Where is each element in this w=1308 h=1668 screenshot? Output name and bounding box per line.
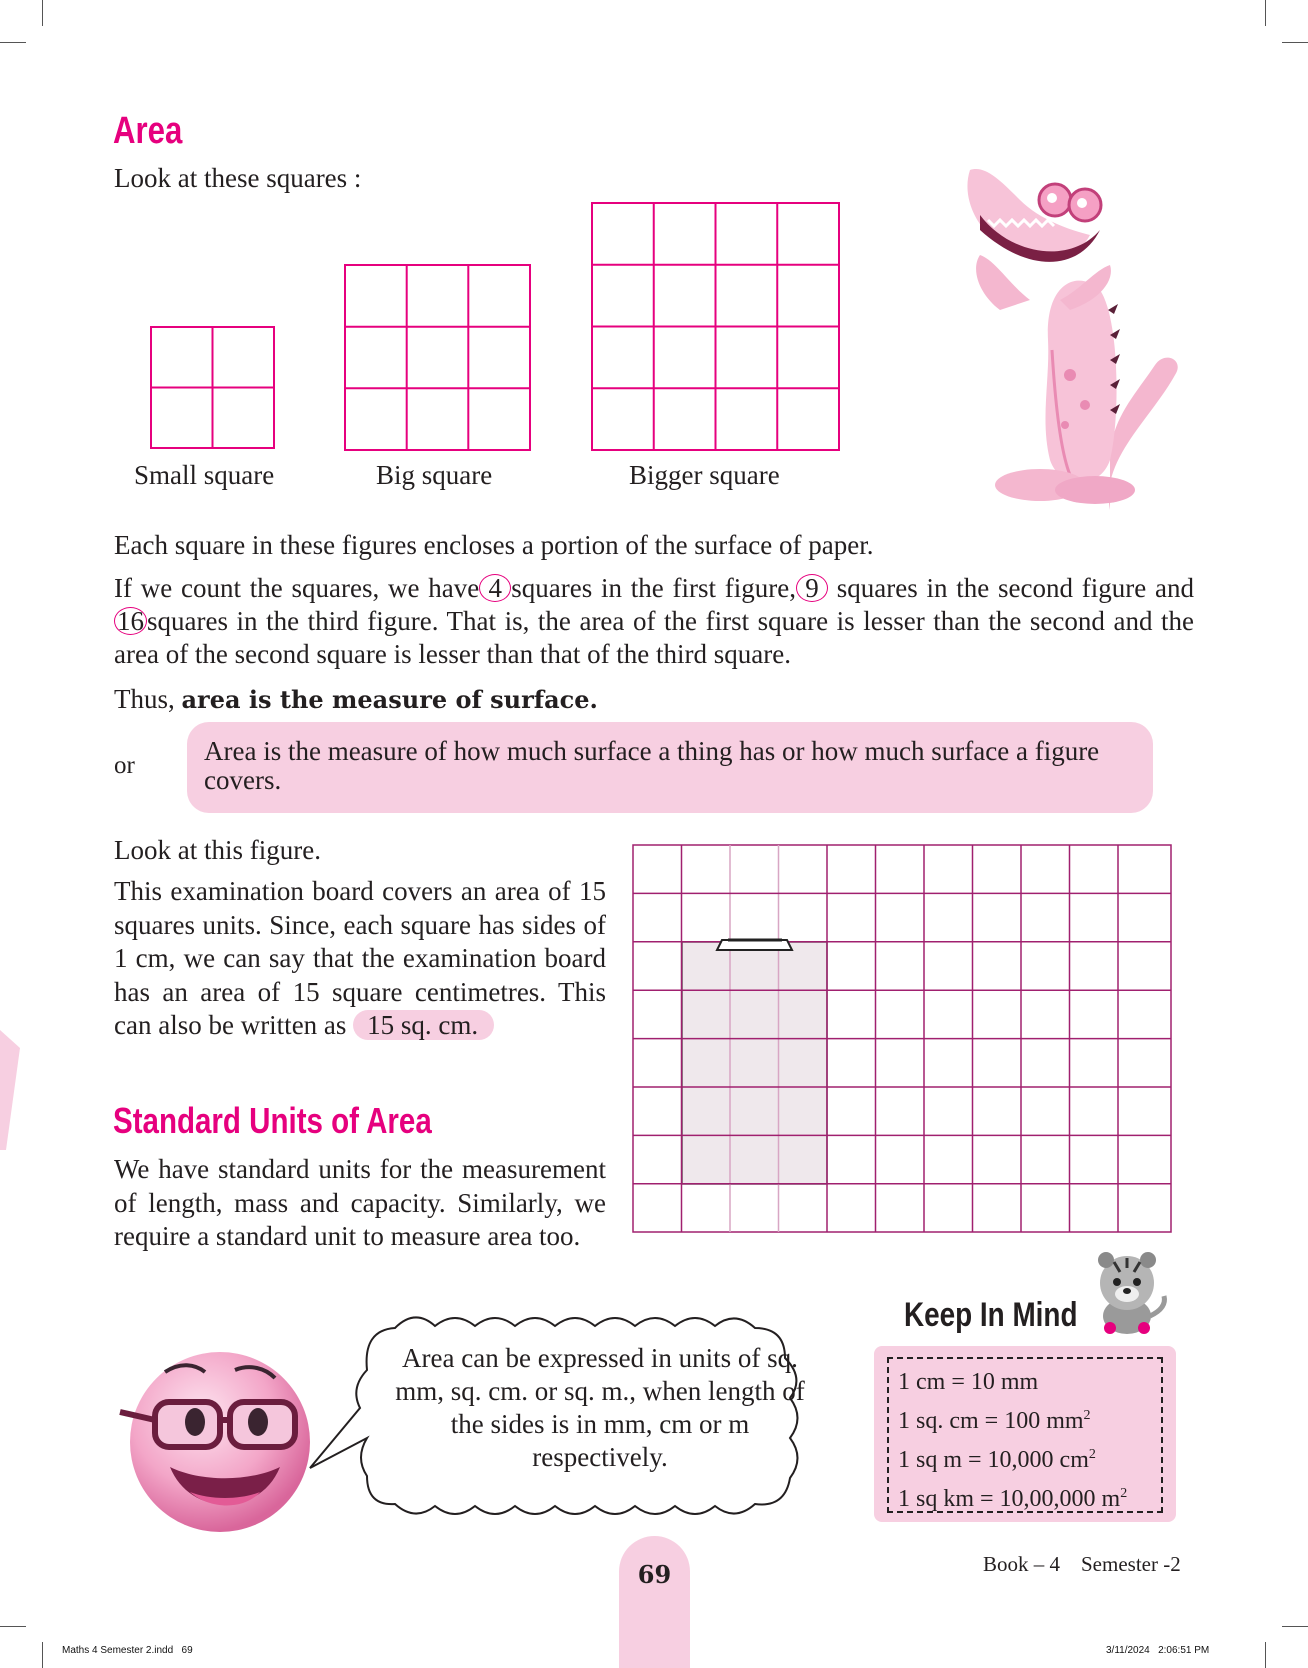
count-text-part4: squares in the third figure. That is, the area of the first square is lesser than the second and the area of the second square is lesser than that of the third square.	[114, 606, 1194, 669]
crop-mark	[1265, 0, 1266, 26]
count-text-part2: squares in the first figure,	[511, 573, 796, 603]
crop-mark	[42, 1642, 43, 1668]
section-title-standard-units: Standard Units of Area	[113, 1100, 432, 1141]
board-text: This examination board covers an area of 15 squares units. Since, each square has sides of 1 cm, we can say that the examination board has an area of 15 square centimetres. This can also be written as	[114, 876, 606, 1040]
page-number-tab	[619, 1536, 690, 1668]
definition-text: Area is the measure of how much surface a thing has or how much surface a figure covers.	[204, 736, 1100, 795]
small-square-label: Small square	[134, 460, 275, 490]
keep-in-mind-title: Keep In Mind	[904, 1296, 1078, 1334]
margin-tab-decoration	[0, 1030, 24, 1150]
crocodile-illustration	[960, 160, 1185, 510]
bigger-square-grid	[591, 202, 841, 452]
count-text-part3: squares in the second figure and	[836, 573, 1195, 603]
page-number: 69	[637, 1560, 672, 1589]
circled-number-4: 4	[479, 574, 511, 602]
smiley-with-glasses-illustration	[110, 1342, 310, 1542]
slug-date-time: 3/11/2024 2:06:51 PM	[1106, 1645, 1210, 1656]
conversion-item: 1 sq. cm = 100 $mm^2$	[898, 1408, 1091, 1434]
or-label: or	[114, 752, 135, 779]
intro-text: Look at these squares :	[114, 163, 362, 193]
conversion-item: 1 cm = 10 mm	[898, 1369, 1039, 1395]
bigger-square-label: Bigger square	[629, 460, 780, 490]
look-figure-text: Look at this figure.	[114, 835, 321, 865]
footer-book-semester: Book – 4 Semester -2	[983, 1552, 1181, 1576]
big-square-label: Big square	[376, 460, 493, 490]
crop-mark	[1282, 42, 1308, 43]
crop-mark	[42, 0, 43, 26]
crop-mark	[0, 42, 26, 43]
standard-units-paragraph: We have standard units for the measurement of length, mass and capacity. Similarly, we require a standard unit to measure area too.	[114, 1154, 606, 1251]
crop-mark	[0, 1626, 26, 1627]
paragraph-count	[114, 572, 1194, 671]
paragraph-surface: Each square in these figures encloses a portion of the surface of paper.	[114, 530, 874, 560]
board-value-pill: 15 sq. cm.	[353, 1010, 494, 1040]
thus-bold-text: area is the measure of surface.	[181, 685, 598, 714]
tiger-mascot-illustration	[1082, 1248, 1172, 1338]
crop-mark	[1282, 1626, 1308, 1627]
big-square-grid	[344, 264, 531, 452]
examination-board-grid	[632, 844, 1173, 1234]
examination-board	[682, 942, 827, 1184]
circled-number-9: 9	[796, 574, 828, 602]
circled-number-16: 16	[114, 607, 147, 635]
small-square-grid	[150, 326, 276, 450]
conversion-item: 1 sq m = 10,000 $cm^2$	[898, 1447, 1096, 1473]
page-title: Area	[113, 110, 183, 152]
speech-bubble-text: Area can be expressed in units of sq. mm, sq. cm. or sq. m., when length of the sides is in mm, cm or m respectively.	[395, 1343, 805, 1472]
thus-prefix: Thus,	[114, 684, 182, 714]
thus-statement	[114, 683, 598, 716]
keep-in-mind-list	[898, 1366, 1127, 1516]
crop-mark	[1265, 1642, 1266, 1668]
conversion-item: 1 sq km = 10,00,000 $m^2$	[898, 1486, 1128, 1512]
count-text-part1: If we count the squares, we have	[114, 573, 480, 603]
board-paragraph	[114, 875, 606, 1043]
slug-file-info: Maths 4 Semester 2.indd 69	[62, 1645, 193, 1656]
